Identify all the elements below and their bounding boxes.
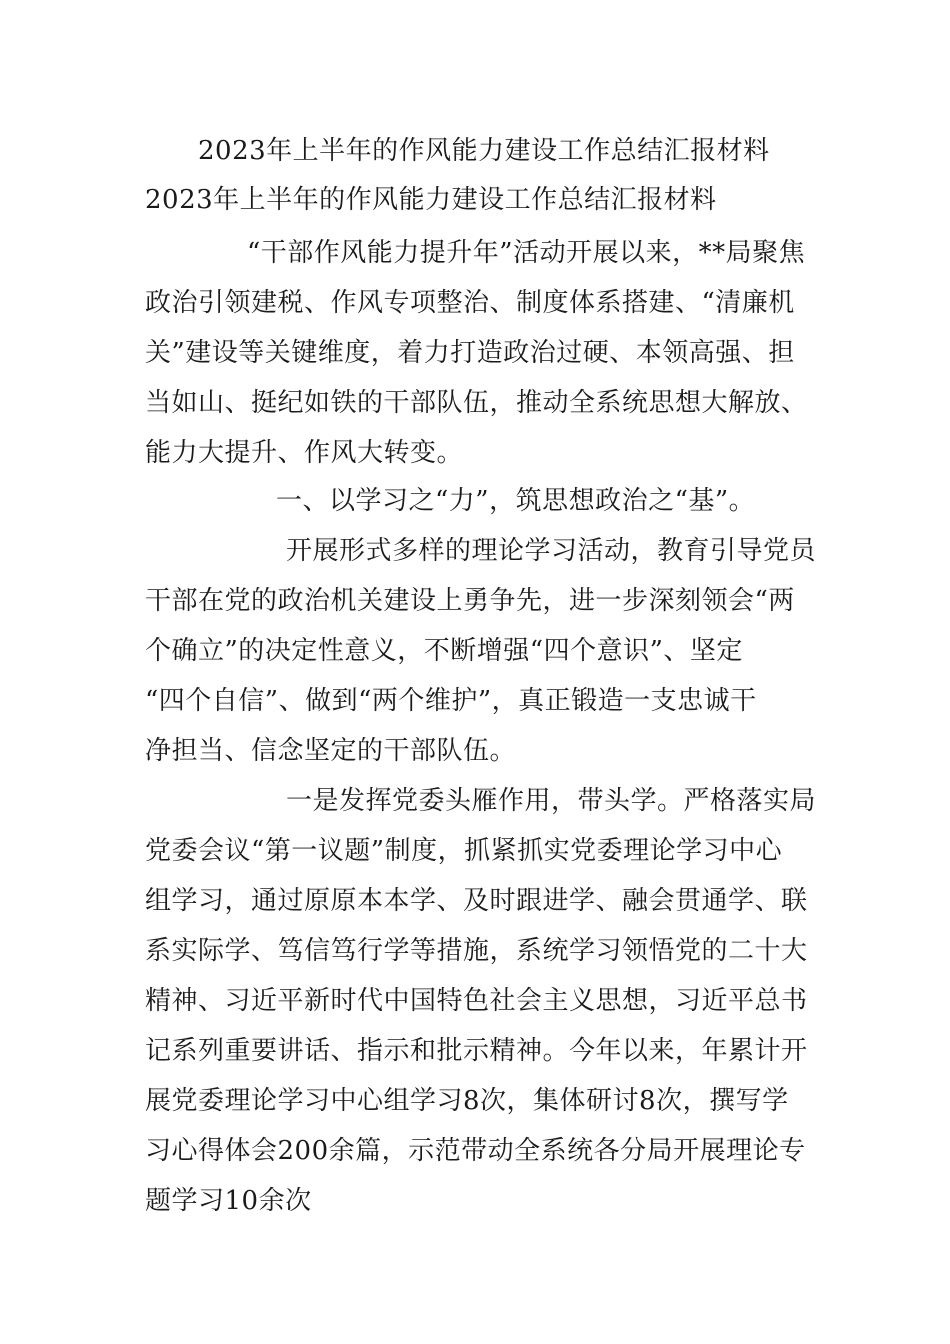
intro-line-1: “干部作风能力提升年”活动开展以来，**局聚焦 [247,238,806,268]
section-1-line-1: 开展形式多样的理论学习活动，教育引导党员 [286,536,817,566]
section-1-line-2: 干部在党的政治机关建设上勇争先，进一步深刻领会“两 [145,586,795,616]
section-1-line-5: 净担当、信念坚定的干部队伍。 [145,736,517,766]
intro-line-2: 政治引领建税、作风专项整治、制度体系搭建、“清廉机 [145,288,795,318]
document-title-1: 2023年上半年的作风能力建设工作总结汇报材料 [198,136,770,166]
point-1-line-9: 题学习10余次 [145,1186,312,1216]
intro-line-5: 能力大提升、作风大转变。 [145,438,464,468]
point-1-line-2: 党委会议“第一议题”制度，抓紧抓实党委理论学习中心 [145,836,783,866]
section-1-heading: 一、以学习之“力”，筑思想政治之“基”。 [276,486,756,516]
point-1-line-4: 系实际学、笃信笃行学等措施，系统学习领悟党的二十大 [145,936,808,966]
point-1-line-5: 精神、习近平新时代中国特色社会主义思想，习近平总书 [145,986,808,1016]
section-1-line-4: “四个自信”、做到“两个维护”，真正锻造一支忠诚干 [145,686,757,716]
point-1-line-1: 一是发挥党委头雁作用，带头学。严格落实局 [286,786,817,816]
point-1-line-7: 展党委理论学习中心组学习8次，集体研讨8次，撰写学 [145,1086,789,1116]
intro-line-4: 当如山、挺纪如铁的干部队伍，推动全系统思想大解放、 [145,388,808,418]
intro-line-3: 关”建设等关键维度，着力打造政治过硬、本领高强、担 [145,338,795,368]
point-1-line-6: 记系列重要讲话、指示和批示精神。今年以来，年累计开 [145,1036,808,1066]
document-title-2: 2023年上半年的作风能力建设工作总结汇报材料 [145,185,717,215]
section-1-line-3: 个确立”的决定性意义，不断增强“四个意识”、坚定 [145,636,743,666]
point-1-line-8: 习心得体会200余篇，示范带动全系统各分局开展理论专 [145,1136,806,1166]
point-1-line-3: 组学习，通过原原本本学、及时跟进学、融会贯通学、联 [145,886,808,916]
